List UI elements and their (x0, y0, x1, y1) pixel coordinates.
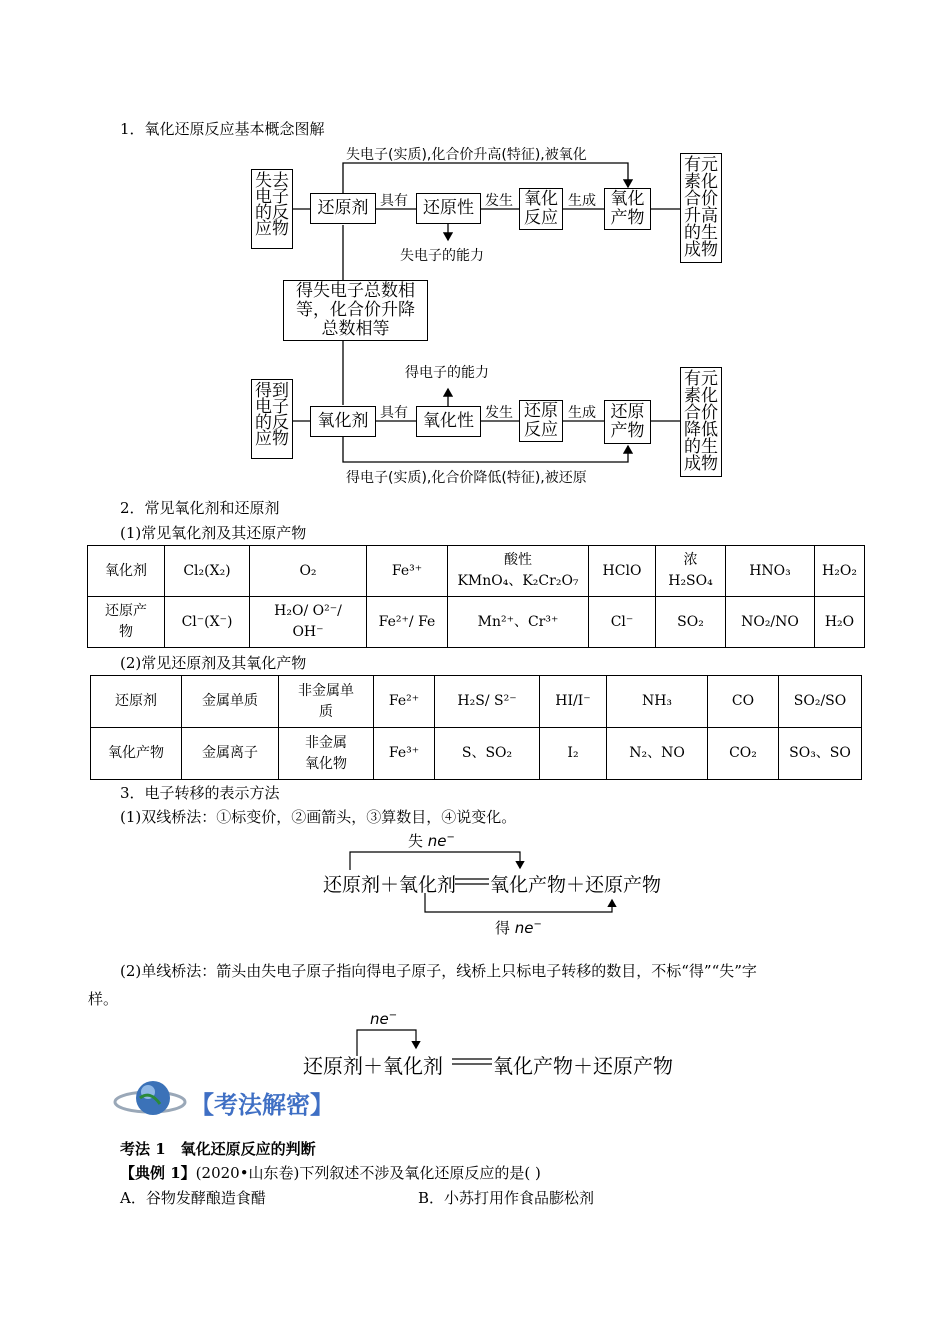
valence-decrease-product-box: 有元 素化 合价 降低 的生 成物 (680, 367, 722, 477)
lose-electron-label: 失电子(实质),化合价升高(特征),被氧化 (346, 147, 587, 163)
table-cell: 非金属 氧化物 (279, 728, 374, 780)
table2-caption: (2)常见还原剂及其氧化产物 (120, 654, 307, 672)
table-cell: SO₂/SO (779, 676, 862, 728)
table-cell: H₂O₂ (815, 546, 865, 597)
table-cell: I₂ (540, 728, 607, 780)
row-label: 还原产 物 (88, 597, 165, 648)
conservation-box: 得失电子总数相 等，化合价升降 总数相等 (283, 280, 428, 341)
section1-title: 1．氧化还原反应基本概念图解 (120, 120, 325, 138)
gain-ne-label: 得 ne− (495, 919, 542, 937)
lose-electron-reactant-box: 失去 电子 的反 应物 (251, 169, 293, 249)
double-bridge-equation-right: 氧化产物＋还原产物 (490, 874, 662, 896)
table-cell: 金属单质 (182, 676, 279, 728)
reductant-table (90, 675, 862, 780)
oxidation-product-box: 氧化 产物 (604, 188, 651, 230)
table-cell: 酸性 KMnO₄、K₂Cr₂O₇ (448, 546, 589, 597)
produces-label-2: 生成 (568, 405, 596, 421)
table-cell: Fe²⁺/ Fe (367, 597, 448, 648)
table-cell: Fe³⁺ (374, 728, 435, 780)
table-cell: 非金属单 质 (279, 676, 374, 728)
single-bridge-text-2: 样。 (88, 990, 119, 1008)
table-cell: S、SO₂ (435, 728, 540, 780)
oxidation-reaction-box: 氧化 反应 (519, 188, 563, 230)
row-label: 氧化产物 (91, 728, 182, 780)
table-cell: O₂ (250, 546, 367, 597)
valence-increase-product-box: 有元 素化 合价 升高 的生 成物 (680, 153, 722, 263)
gain-electron-ability: 得电子的能力 (405, 365, 489, 381)
table-cell: H₂O/ O²⁻/ OH⁻ (250, 597, 367, 648)
oxidizing-agent-box: 氧化剂 (310, 406, 376, 437)
table-cell: HNO₃ (726, 546, 815, 597)
single-bridge-equation-right: 氧化产物＋还原产物 (493, 1054, 673, 1078)
table-cell: HI/I⁻ (540, 676, 607, 728)
example1-question: 【典例 1】(2020•山东卷)下列叙述不涉及氧化还原反应的是( ) (120, 1164, 541, 1182)
row-label: 还原剂 (91, 676, 182, 728)
single-bridge-equation-left: 还原剂＋氧化剂 (303, 1054, 443, 1078)
produces-label: 生成 (568, 193, 596, 209)
double-bridge-equation-left: 还原剂＋氧化剂 (323, 874, 457, 896)
table-cell: Cl₂(X₂) (165, 546, 250, 597)
method1-title: 考法 1 氧化还原反应的判断 (120, 1140, 316, 1158)
double-bridge-text: (1)双线桥法：①标变价，②画箭头，③算数目，④说变化。 (120, 808, 517, 826)
table-cell: NH₃ (607, 676, 708, 728)
table-cell: 金属离子 (182, 728, 279, 780)
reduction-product-box: 还原 产物 (604, 400, 651, 444)
table-cell: N₂、NO (607, 728, 708, 780)
table-cell: Cl⁻(X⁻) (165, 597, 250, 648)
section2-title: 2．常见氧化剂和还原剂 (120, 499, 280, 517)
gain-electron-label: 得电子(实质),化合价降低(特征),被还原 (346, 470, 587, 486)
table-cell: CO₂ (708, 728, 779, 780)
section3-title: 3．电子转移的表示方法 (120, 784, 280, 802)
table-cell: HClO (589, 546, 656, 597)
reduction-reaction-box: 还原 反应 (519, 400, 563, 442)
reducing-agent-box: 还原剂 (310, 193, 376, 224)
oxidizability-box: 氧化性 (416, 406, 481, 437)
section-banner: 【考法解密】 (190, 1091, 334, 1119)
lose-ne-label: 失 ne− (408, 832, 455, 850)
table-cell: H₂S/ S²⁻ (435, 676, 540, 728)
table-cell: H₂O (815, 597, 865, 648)
table-cell: SO₃、SO (779, 728, 862, 780)
row-label: 氧化剂 (88, 546, 165, 597)
table-cell: Fe³⁺ (367, 546, 448, 597)
table-cell: NO₂/NO (726, 597, 815, 648)
table-cell: 浓 H₂SO₄ (656, 546, 726, 597)
has-label: 具有 (380, 193, 408, 209)
table-cell: Cl⁻ (589, 597, 656, 648)
lose-electron-ability: 失电子的能力 (400, 248, 484, 264)
occurs-label: 发生 (485, 193, 513, 209)
table-cell: CO (708, 676, 779, 728)
table1-caption: (1)常见氧化剂及其还原产物 (120, 524, 307, 542)
table-cell: Fe²⁺ (374, 676, 435, 728)
has-label-2: 具有 (380, 405, 408, 421)
single-ne-label: ne− (370, 1010, 398, 1028)
single-bridge-text-1: (2)单线桥法：箭头由失电子原子指向得电子原子，线桥上只标电子转移的数目，不标“得”“失”字 (120, 962, 757, 980)
option-a: A．谷物发酵酿造食醋 (120, 1189, 266, 1207)
oxidant-table (87, 545, 865, 648)
reducibility-box: 还原性 (416, 193, 481, 224)
gain-electron-reactant-box: 得到 电子 的反 应物 (251, 379, 293, 459)
table-cell: Mn²⁺、Cr³⁺ (448, 597, 589, 648)
option-b: B．小苏打用作食品膨松剂 (418, 1189, 595, 1207)
table-cell: SO₂ (656, 597, 726, 648)
occurs-label-2: 发生 (485, 405, 513, 421)
